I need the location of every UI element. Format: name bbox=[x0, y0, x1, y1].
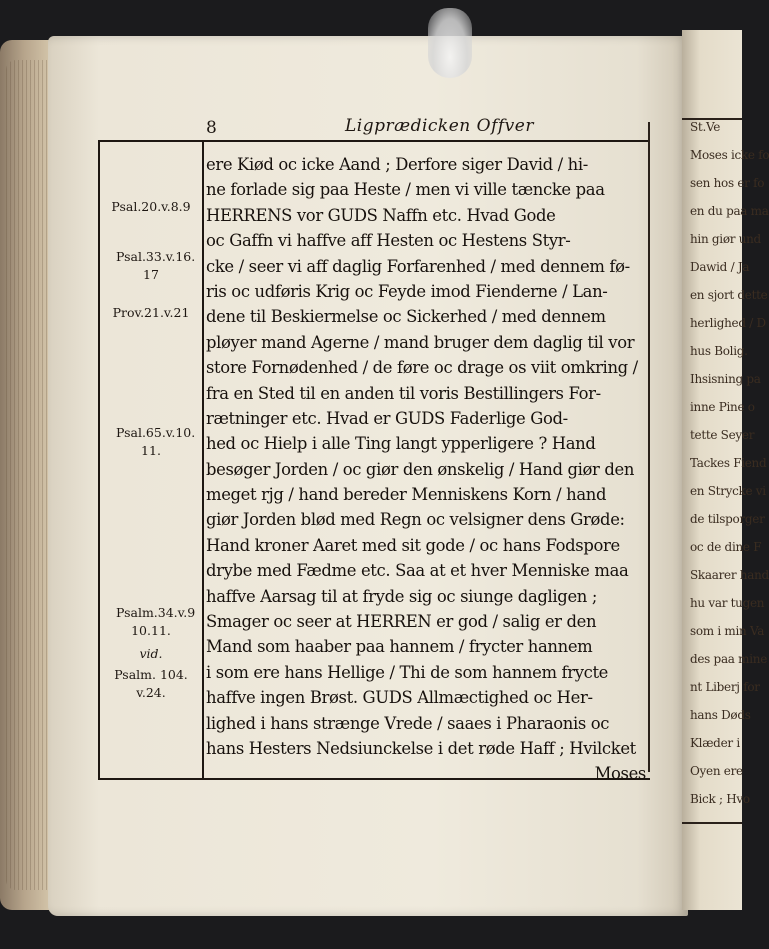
text-line: haffve ingen Brøst. GUDS Allmæctighed oc Her- bbox=[206, 688, 593, 708]
frame-rule-right bbox=[648, 122, 650, 772]
body-text bbox=[206, 152, 646, 787]
text-line: hed oc Hielp i alle Ting langt ypperligere ? Hand bbox=[206, 434, 596, 454]
text-line: dene til Beskiermelse oc Sickerhed / med dennem bbox=[206, 307, 606, 327]
text-line: lighed i hans strænge Vrede / saaes i Pharaonis oc bbox=[206, 713, 610, 733]
margin-ref: Psalm. 104. v.24. bbox=[114, 667, 188, 700]
text-line: haffve Aarsag til at fryde sig oc siunge dagligen ; bbox=[206, 586, 598, 606]
facing-line: Ihsisning pa bbox=[690, 372, 761, 386]
facing-line: som i min Va bbox=[690, 624, 765, 638]
facing-line: nt Liberj for bbox=[690, 680, 760, 694]
facing-line: Dawid / Ja bbox=[690, 260, 750, 274]
text-line: giør Jorden blød med Regn oc velsigner dens Grøde: bbox=[206, 510, 625, 530]
page-number: 8 bbox=[206, 118, 217, 138]
catchword: Moses bbox=[594, 764, 646, 784]
margin-ref: Psal.65.v.10. 11. bbox=[116, 425, 196, 458]
text-line: fra en Sted til en anden til voris Bestillingers For- bbox=[206, 383, 601, 403]
text-line: Hand kroner Aaret med sit gode / oc hans Fodspore bbox=[206, 535, 620, 555]
margin-ref: Psalm.34.v.9 10.11. bbox=[116, 605, 196, 638]
running-title: Ligprædicken Offver bbox=[345, 116, 534, 136]
margin-ref: Prov.21.v.21 bbox=[112, 305, 190, 320]
facing-line: tette Seyer bbox=[690, 428, 755, 442]
facing-line: Oyen ere bbox=[690, 764, 743, 778]
text-line: drybe med Fædme etc. Saa at et hver Menniske maa bbox=[206, 561, 629, 581]
text-line: pløyer mand Agerne / mand bruger dem daglig til vor bbox=[206, 332, 635, 352]
text-line: besøger Jorden / oc giør den ønskelig / Hand giør den bbox=[206, 459, 635, 479]
text-line: Mand som haaber paa hannem / frycter hannem bbox=[206, 637, 593, 657]
frame-rule-top bbox=[98, 140, 650, 142]
text-line: rætninger etc. Hvad er GUDS Faderlige God- bbox=[206, 408, 568, 428]
text-line: cke / seer vi aff daglig Forfarenhed / med dennem fø- bbox=[206, 256, 630, 276]
facing-line: des paa mine bbox=[690, 652, 768, 666]
facing-line: Bick ; Hvo bbox=[690, 792, 750, 806]
facing-line: Klæder i bbox=[690, 736, 740, 750]
text-line: ne forlade sig paa Heste / men vi ville tæncke paa bbox=[206, 180, 605, 200]
facing-line: en Strycke vi bbox=[690, 484, 766, 498]
text-line: HERRENS vor GUDS Naffn etc. Hvad Gode bbox=[206, 205, 556, 225]
text-line: Smager oc seer at HERREN er god / salig er den bbox=[206, 612, 597, 632]
facing-line: en sjort dette bbox=[690, 288, 768, 302]
text-line: oc Gaffn vi haffve aff Hesten oc Hestens Styr- bbox=[206, 231, 571, 251]
facing-line: de tilsporger bbox=[690, 512, 765, 526]
text-line: ere Kiød oc icke Aand ; Derfore siger David / hi- bbox=[206, 155, 588, 174]
facing-line: inne Pine o bbox=[690, 400, 755, 414]
facing-line: hus Bolig. bbox=[690, 344, 748, 358]
facing-line: sen hos er fo bbox=[690, 176, 765, 190]
facing-line: herlighed / D bbox=[690, 316, 766, 330]
facing-line: Tackes Fiend bbox=[690, 456, 767, 470]
text-line: hans Hesters Nedsiunckelse i det røde Haff ; Hvilcket bbox=[206, 738, 636, 758]
facing-line: hin giør und bbox=[690, 232, 761, 246]
text-line: meget rjg / hand bereder Menniskens Korn / hand bbox=[206, 485, 607, 505]
facing-page bbox=[682, 30, 769, 910]
facing-bottom-rule bbox=[682, 822, 742, 824]
frame-rule-left bbox=[98, 140, 100, 780]
text-line: store Fornødenhed / de føre oc drage os viit omkring / bbox=[206, 358, 638, 378]
facing-line: hans Døds bbox=[690, 708, 751, 722]
margin-ref: Psal.20.v.8.9 bbox=[111, 199, 191, 214]
facing-line: Skaarer hand bbox=[690, 568, 769, 582]
facing-line: hu var tugen bbox=[690, 596, 765, 610]
facing-line: Moses icke fo bbox=[690, 148, 769, 162]
facing-line: en du paa ma bbox=[690, 204, 769, 218]
frame-rule-margin bbox=[202, 140, 204, 780]
margin-ref: Psal.33.v.16. 17 bbox=[116, 249, 196, 282]
text-line: i som ere hans Hellige / Thi de som hannem frycte bbox=[206, 662, 609, 682]
facing-header: St.Ve bbox=[690, 120, 721, 134]
text-line: ris oc udføris Krig oc Feyde imod Fienderne / Lan- bbox=[206, 281, 608, 301]
facing-line: oc de dine F bbox=[690, 540, 762, 554]
page-clip bbox=[428, 8, 472, 78]
margin-ref: vid. bbox=[139, 646, 163, 661]
